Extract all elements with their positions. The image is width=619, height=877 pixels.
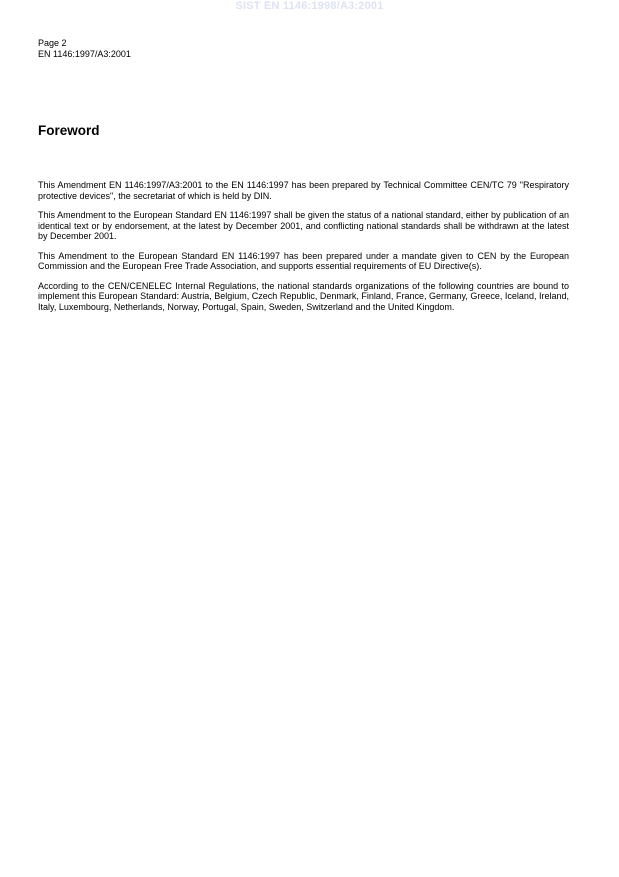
section-heading-foreword: Foreword xyxy=(38,123,100,138)
paragraph-regulations: According to the CEN/CENELEC Internal Regulations, the national standards organizations of the following countries are bound to implement this European Standard: Austria, Belgium, Czech Republic, Denmark, Finland, France, Germany, Greece, Iceland, Ireland, Italy, Luxembourg, Netherlands, Norway, Portugal, Spain, Sweden, Switzerland and the United Kingdom. xyxy=(38,280,569,312)
watermark-standard-id: SIST EN 1146:1998/A3:2001 xyxy=(235,0,384,12)
paragraph-status: This Amendment to the European Standard EN 1146:1997 shall be given the status of a national standard, either by publication of an identical text or by endorsement, at the latest by December 2001, and conflicting national standards shall be withdrawn at the latest by December 2001. xyxy=(38,210,569,241)
paragraph-mandate: This Amendment to the European Standard EN 1146:1997 has been prepared under a mandate given to CEN by the European Commission and the European Free Trade Association, and supports essential requirements of EU Directive(s). xyxy=(38,250,569,271)
foreword-body xyxy=(38,180,569,321)
paragraph-preparation: This Amendment EN 1146:1997/A3:2001 to the EN 1146:1997 has been prepared by Technical Committee CEN/TC 79 "Respiratory protective devices", the secretariat of which is held by DIN. xyxy=(38,180,569,201)
page-header xyxy=(38,38,131,60)
document-id: EN 1146:1997/A3:2001 xyxy=(38,49,131,59)
page-number: Page 2 xyxy=(38,38,67,48)
